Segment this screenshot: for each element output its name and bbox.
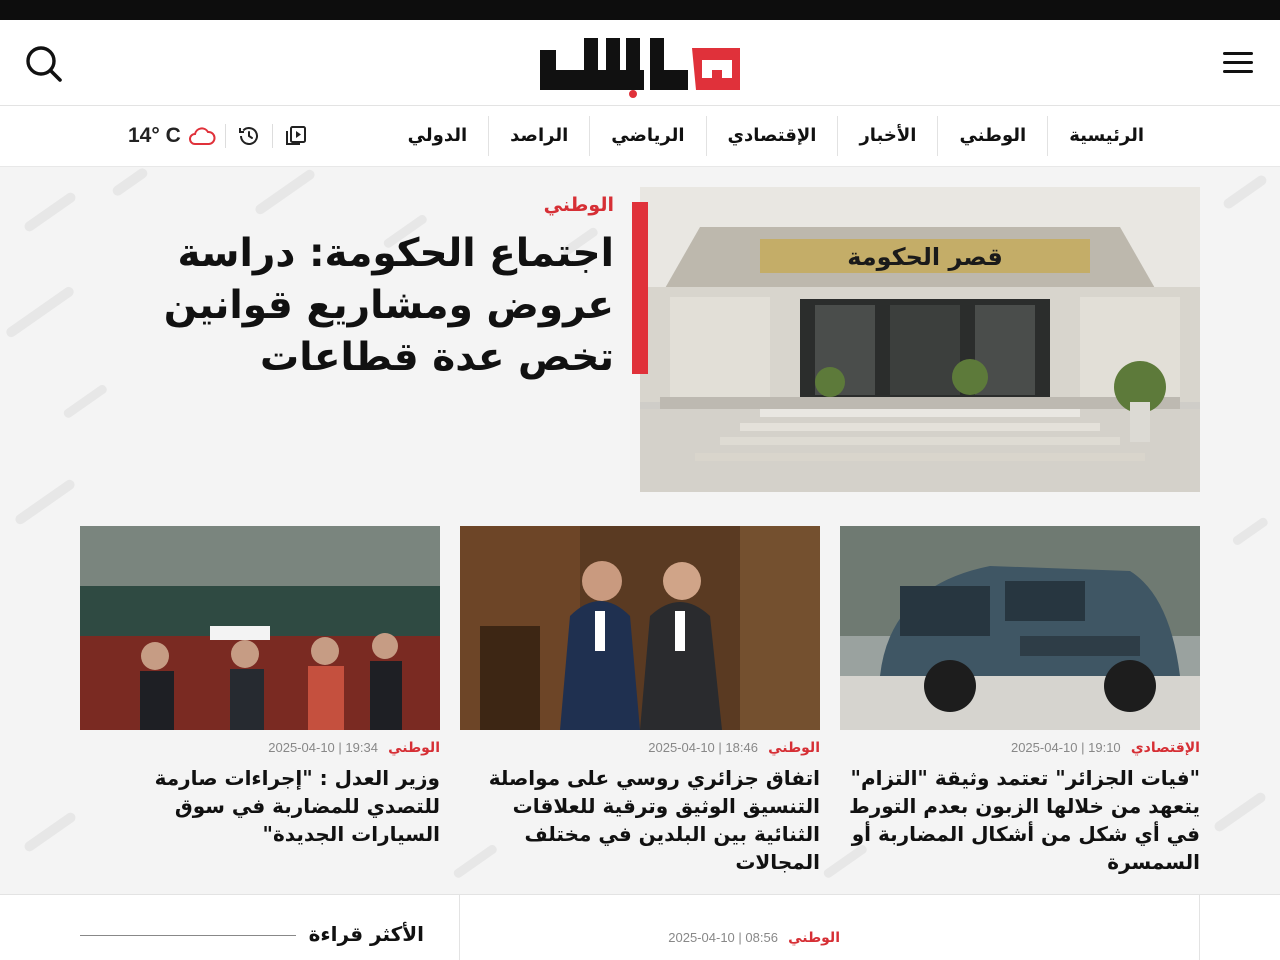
- header-tools: [128, 106, 309, 166]
- news-card-meta: [80, 740, 440, 756]
- nav-item-sports[interactable]: الرياضي: [589, 116, 705, 156]
- nav-item-national[interactable]: الوطني: [937, 116, 1047, 156]
- building-sign-text: قصر الحكومة: [847, 243, 1003, 271]
- news-card-title[interactable]: اتفاق جزائري روسي على مواصلة التنسيق الوثيق وترقية للعلاقات الثنائية بين البلدين في مختلف المجالات: [488, 766, 820, 874]
- featured-category[interactable]: الوطني: [543, 194, 614, 216]
- logo-text: البلاد: [568, 100, 570, 101]
- news-card-image[interactable]: [80, 526, 440, 730]
- news-card-time: 19:34 | 10-04-2025: [268, 740, 378, 755]
- nav-list: [387, 106, 1165, 166]
- news-card-category[interactable]: الإقتصادي: [1130, 740, 1200, 756]
- search-icon[interactable]: [22, 42, 64, 84]
- latest-news-category[interactable]: الوطني: [788, 930, 840, 946]
- news-card-category[interactable]: الوطني: [768, 740, 820, 756]
- news-card-time: 18:46 | 10-04-2025: [648, 740, 758, 755]
- tool-divider: [225, 124, 226, 148]
- top-strip: [0, 0, 1280, 20]
- news-card-time: 19:10 | 10-04-2025: [1010, 740, 1121, 755]
- featured-headline[interactable]: اجتماع الحكومة: دراسة عروض ومشاريع قوانين تخص عدة قطاعات: [163, 231, 614, 380]
- news-card-meta: [460, 740, 820, 756]
- news-card-category[interactable]: الوطني: [388, 740, 440, 756]
- news-card-title[interactable]: "فيات الجزائر" تعتمد وثيقة "التزام" يتعهد من خلالها الزبون بعدم التورط في أي شكل من أشكال المضاربة أو السمسرة: [848, 766, 1200, 874]
- news-card-image[interactable]: [840, 526, 1200, 730]
- featured-accent-bar: [632, 202, 648, 374]
- news-card-title[interactable]: وزير العدل : "إجراءات صارمة للتصدي للمضاربة في سوق السيارات الجديدة": [154, 766, 440, 846]
- most-read-heading: الأكثر قراءة: [308, 922, 424, 946]
- site-header: [0, 20, 1280, 106]
- history-icon[interactable]: [236, 123, 262, 149]
- column-divider: [459, 894, 460, 960]
- hamburger-menu-icon[interactable]: [1218, 48, 1258, 78]
- nav-item-economy[interactable]: الإقتصادي: [706, 116, 838, 156]
- site-logo[interactable]: [538, 30, 742, 101]
- latest-news-meta: [668, 930, 840, 946]
- latest-news-time: 08:56 | 10-04-2025: [668, 930, 778, 945]
- main-nav: [0, 106, 1280, 167]
- bottom-section: [0, 894, 1280, 960]
- cloud-icon: [189, 123, 215, 149]
- column-divider: [1199, 894, 1200, 960]
- weather-temperature: 14° C: [128, 124, 181, 147]
- nav-item-observer[interactable]: الراصد: [488, 116, 589, 156]
- nav-item-home[interactable]: الرئيسية: [1047, 116, 1165, 156]
- nav-item-news[interactable]: الأخبار: [837, 116, 937, 156]
- tool-divider: [272, 124, 273, 148]
- video-playlist-icon[interactable]: [283, 123, 309, 149]
- most-read-rule: [80, 935, 296, 936]
- news-card-meta: [840, 740, 1200, 756]
- news-card-image[interactable]: [460, 526, 820, 730]
- nav-item-international[interactable]: الدولي: [407, 125, 468, 146]
- featured-image[interactable]: [640, 187, 1200, 492]
